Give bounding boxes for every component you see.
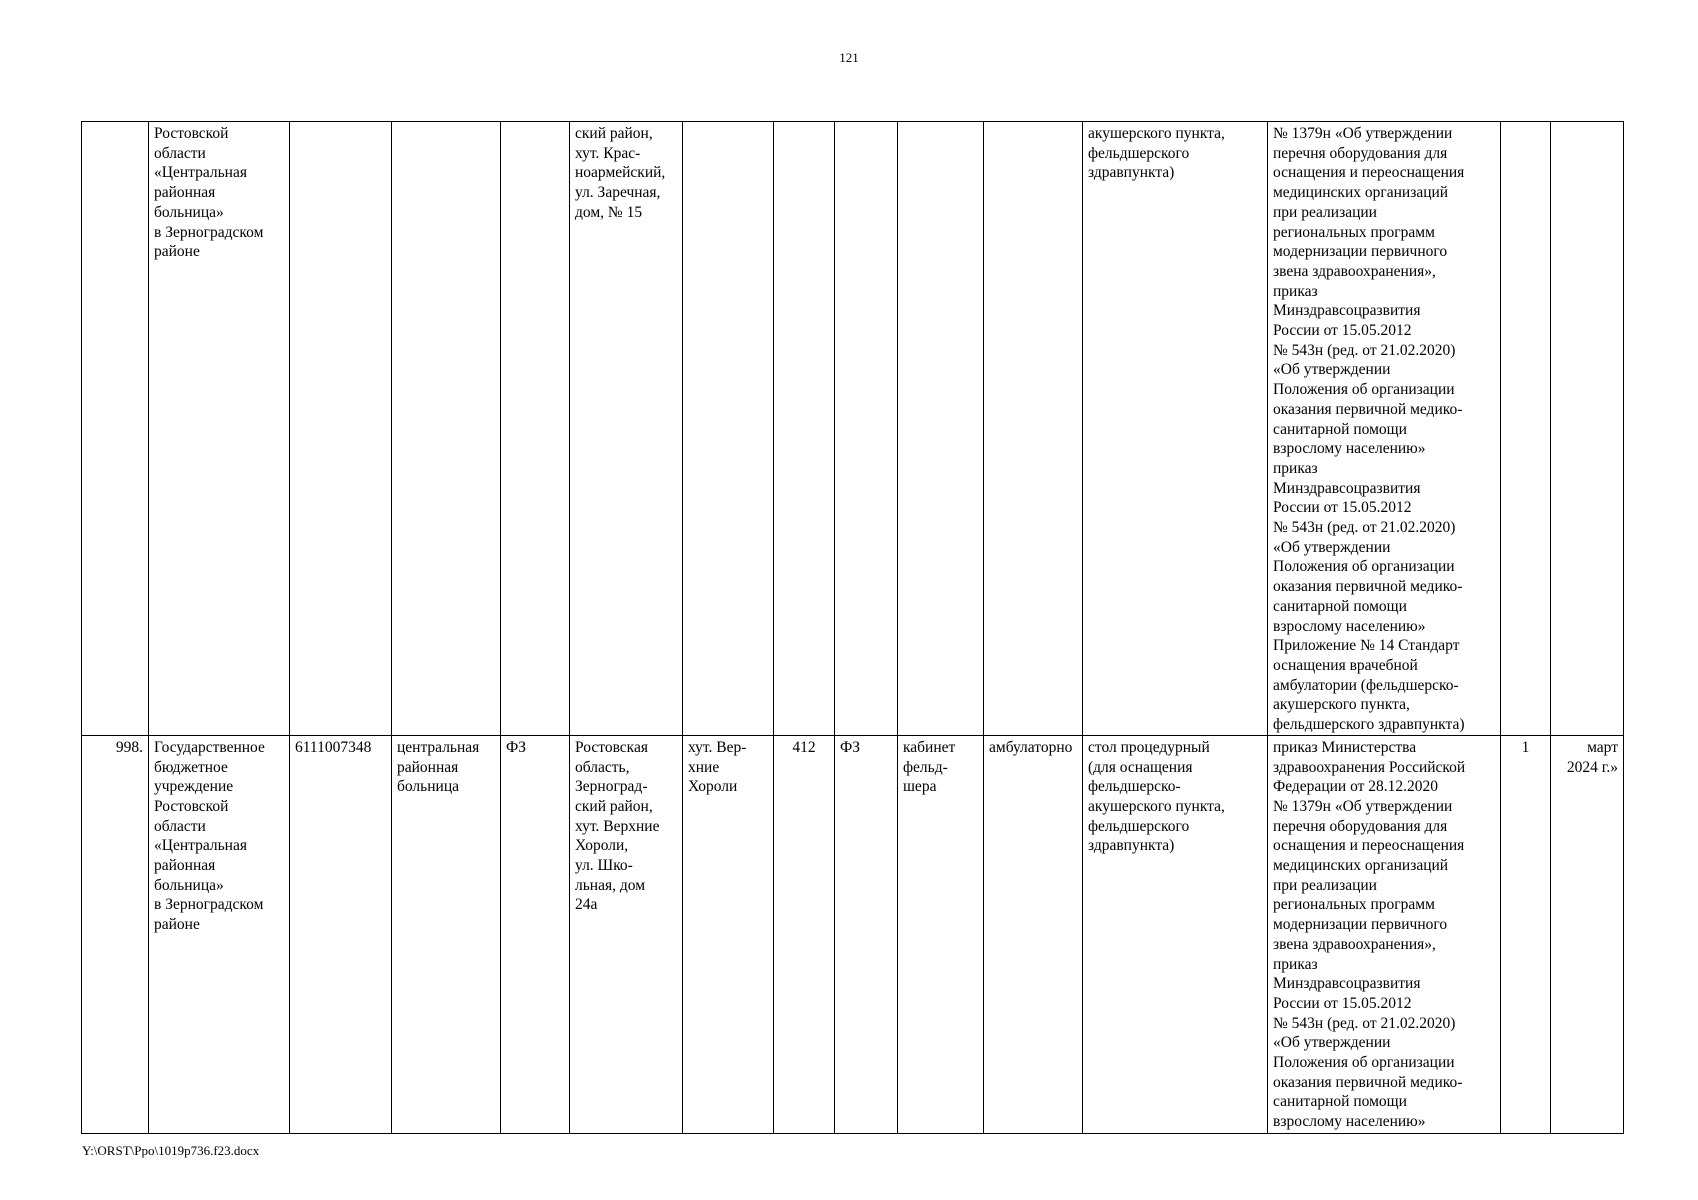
date-cell [1551, 122, 1624, 736]
unit-cell [898, 122, 984, 736]
equipment-cell: акушерского пункта, фельдшерского здравпункта) [1083, 122, 1268, 736]
footer-file-path: Y:\ORST\Ppo\1019p736.f23.docx [82, 1143, 260, 1158]
row-number-cell: 998. [82, 735, 149, 1133]
organization-type-cell: центральная районная больница [392, 735, 501, 1133]
inn-cell [290, 122, 392, 736]
table-row [82, 735, 1624, 1133]
organization-cell: Государственное бюджетное учреждение Ростовской области «Центральная районная больница» в Зерноградском районе [149, 735, 290, 1133]
unit-cell: кабинет фельд- шера [898, 735, 984, 1133]
inn-cell: 6111007348 [290, 735, 392, 1133]
code-cell [774, 122, 835, 736]
equipment-table [81, 121, 1624, 1134]
settlement-cell: хут. Вер- хние Хороли [683, 735, 774, 1133]
fz-cell [501, 122, 570, 736]
care-form-cell [984, 122, 1083, 736]
date-cell: март 2024 г.» [1551, 735, 1624, 1133]
fz-second-cell [835, 122, 898, 736]
address-cell: ский район, хут. Крас- ноармейский, ул. Заречная, дом, № 15 [570, 122, 683, 736]
quantity-cell [1501, 122, 1551, 736]
page-number: 121 [839, 50, 859, 65]
quantity-cell: 1 [1501, 735, 1551, 1133]
organization-type-cell [392, 122, 501, 736]
care-form-cell: амбулаторно [984, 735, 1083, 1133]
equipment-cell: стол процедурный (для оснащения фельдшерско- акушерского пункта, фельдшерского здравпункта) [1083, 735, 1268, 1133]
fz-cell: ФЗ [501, 735, 570, 1133]
legal-basis-cell: приказ Министерства здравоохранения Российской Федерации от 28.12.2020 № 1379н «Об утверждении перечня оборудования для оснащения и переоснащения медицинских организаций при реализации региональных программ модернизации первичного звена здравоохранения», приказ Минздравсоцразвития России от 15.05.2012 № 543н (ред. от 21.02.2020) «Об утверждении Положения об организации оказания первичной медико- санитарной помощи взрослому населению» [1268, 735, 1501, 1133]
fz-second-cell: ФЗ [835, 735, 898, 1133]
organization-cell: Ростовской области «Центральная районная больница» в Зерноградском районе [149, 122, 290, 736]
code-cell: 412 [774, 735, 835, 1133]
table-row [82, 122, 1624, 736]
address-cell: Ростовская область, Зерноград- ский район, хут. Верхние Хороли, ул. Шко- льная, дом 24а [570, 735, 683, 1133]
row-number-cell [82, 122, 149, 736]
settlement-cell [683, 122, 774, 736]
legal-basis-cell: № 1379н «Об утверждении перечня оборудования для оснащения и переоснащения медицинских организаций при реализации региональных программ модернизации первичного звена здравоохранения», приказ Минздравсоцразвития России от 15.05.2012 № 543н (ред. от 21.02.2020) «Об утверждении Положения об организации оказания первичной медико- санитарной помощи взрослому населению» приказ Минздравсоцразвития России от 15.05.2012 № 543н (ред. от 21.02.2020) «Об утверждении Положения об организации оказания первичной медико- санитарной помощи взрослому населению» Приложение № 14 Стандарт оснащения врачебной амбулатории (фельдшерско- акушерского пункта, фельдшерского здравпункта) [1268, 122, 1501, 736]
